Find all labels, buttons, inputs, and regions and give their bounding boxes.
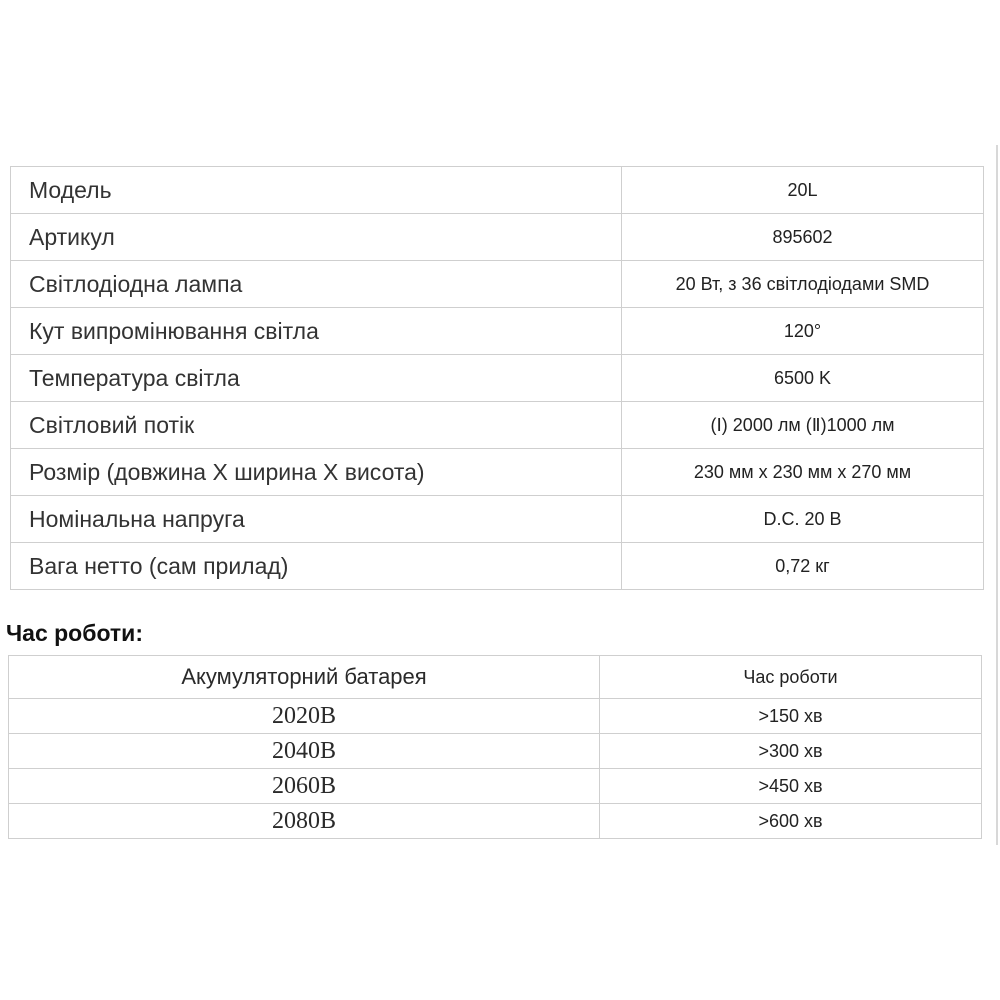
spec-row-rated-voltage [11,496,984,543]
runtime-table [8,655,982,839]
spec-label: Світловий потік [11,402,622,449]
time-cell: >300 хв [600,734,982,769]
spec-label: Модель [11,167,622,214]
runtime-row [9,804,982,839]
specifications-table [10,166,984,590]
spec-value: D.C. 20 В [622,496,984,543]
runtime-section-title: Час роботи: [6,620,143,646]
time-column-header: Час роботи [600,656,982,699]
runtime-row [9,699,982,734]
runtime-row [9,734,982,769]
page-edge-divider [996,145,998,845]
battery-column-header: Акумуляторний батарея [9,656,600,699]
spec-row-luminous-flux [11,402,984,449]
battery-cell: 2080B [9,804,600,839]
spec-row-beam-angle [11,308,984,355]
battery-cell: 2060B [9,769,600,804]
spec-label: Артикул [11,214,622,261]
spec-row-model [11,167,984,214]
time-cell: >600 хв [600,804,982,839]
spec-label: Розмір (довжина X ширина X висота) [11,449,622,496]
spec-value: 120° [622,308,984,355]
spec-row-dimensions [11,449,984,496]
spec-row-led-lamp [11,261,984,308]
spec-label: Номінальна напруга [11,496,622,543]
battery-cell: 2020B [9,699,600,734]
battery-cell: 2040B [9,734,600,769]
runtime-row [9,769,982,804]
spec-label: Температура світла [11,355,622,402]
spec-label: Світлодіодна лампа [11,261,622,308]
spec-value: 20 Вт, з 36 світлодіодами SMD [622,261,984,308]
spec-value: 6500 K [622,355,984,402]
spec-label: Вага нетто (сам прилад) [11,543,622,590]
spec-label: Кут випромінювання світла [11,308,622,355]
time-cell: >450 хв [600,769,982,804]
runtime-header-row [9,656,982,699]
spec-value: 0,72 кг [622,543,984,590]
spec-row-color-temperature [11,355,984,402]
spec-value: 20L [622,167,984,214]
spec-value: 895602 [622,214,984,261]
spec-row-article [11,214,984,261]
spec-value: 230 мм x 230 мм x 270 мм [622,449,984,496]
spec-value: (Ⅰ) 2000 лм (Ⅱ)1000 лм [622,402,984,449]
spec-row-net-weight [11,543,984,590]
time-cell: >150 хв [600,699,982,734]
